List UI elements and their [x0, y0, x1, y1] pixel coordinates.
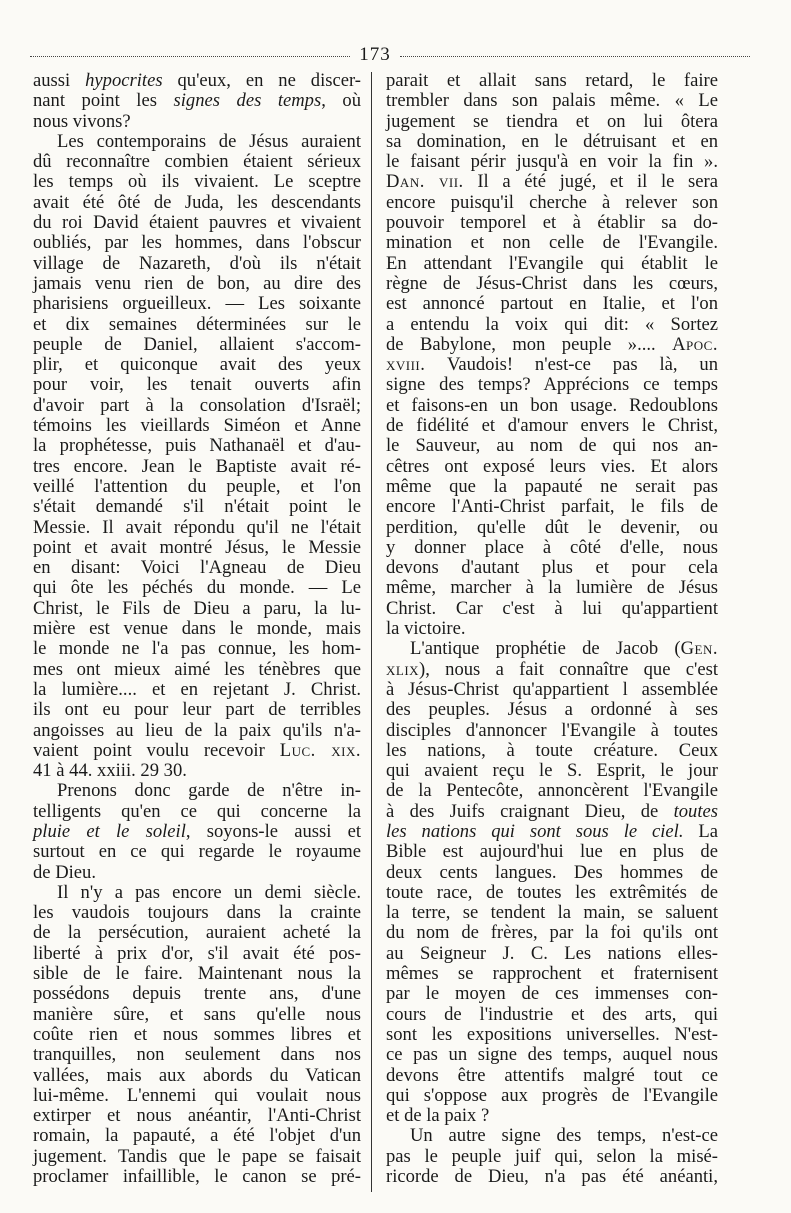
- text-line: [33, 1106, 361, 1126]
- text-segment: lui-même. L'ennemi qui voulait nous: [33, 1084, 361, 1106]
- text-segment: toutes: [673, 800, 718, 822]
- text-segment: Il a été jugé, et il le sera: [463, 171, 718, 193]
- text-line: [386, 172, 718, 192]
- text-segment: mination et non celle de l'Evangile.: [386, 232, 718, 254]
- text-line: [386, 375, 718, 395]
- header-rule-left: [30, 56, 350, 57]
- text-segment: disciples d'annoncer l'Evangile à toutes: [386, 719, 718, 741]
- text-segment: Christ. Car c'est à lui qu'appartient: [386, 597, 718, 619]
- text-line: [386, 619, 718, 639]
- text-segment: Vaudois! n'est-ce pas là, un: [425, 354, 718, 376]
- text-segment: y donner place à côté d'elle, nous: [386, 536, 718, 558]
- text-line: [33, 91, 361, 111]
- text-segment: avait été ôté de Juda, les descendants: [33, 191, 361, 213]
- text-segment: , où: [321, 90, 361, 112]
- text-segment: du roi David étaient pauvres et vivaient: [33, 212, 361, 234]
- text-segment: hypocrites: [85, 70, 163, 91]
- text-segment: et de la paix ?: [386, 1105, 490, 1127]
- text-line: [33, 822, 361, 842]
- text-line: [386, 558, 718, 578]
- text-line: [33, 335, 361, 355]
- text-line: [33, 396, 361, 416]
- text-line: [33, 254, 361, 274]
- text-line: [33, 436, 361, 456]
- right-text-column: [386, 71, 718, 1187]
- text-segment: vaient point voulu recevoir: [33, 739, 280, 761]
- text-line: [386, 863, 718, 883]
- text-line: [33, 883, 361, 903]
- text-segment: proclamer infaillible, le canon se pré-: [33, 1166, 361, 1188]
- text-segment: cours de l'industrie et des arts, qui: [386, 1003, 718, 1025]
- text-line: [386, 1106, 718, 1126]
- text-line: [386, 660, 718, 680]
- text-line: [386, 1086, 718, 1106]
- text-segment: En attendant l'Evangile qui établit le: [386, 252, 718, 274]
- text-segment: cêtres ont exposé leurs vies. Et alors: [386, 455, 718, 477]
- text-segment: sont les expositions universelles. N'est-: [386, 1023, 718, 1045]
- text-line: [386, 761, 718, 781]
- text-line: [33, 639, 361, 659]
- text-line: [386, 1025, 718, 1045]
- text-line: [33, 863, 361, 883]
- text-segment: le faisant périr jusqu'à en voir la fin ».: [386, 151, 718, 173]
- text-line: [33, 355, 361, 375]
- text-line: [386, 152, 718, 172]
- text-line: [33, 944, 361, 964]
- text-line: [386, 193, 718, 213]
- text-segment: pour voir, les tenait ouverts afin: [33, 374, 361, 396]
- text-segment: plir, et quiconque avait des yeux: [33, 354, 361, 376]
- text-line: [386, 1005, 718, 1025]
- text-line: [386, 213, 718, 233]
- text-line: [33, 802, 361, 822]
- text-line: [386, 599, 718, 619]
- text-line: [33, 132, 361, 152]
- text-segment: Prenons donc garde de n'être in-: [57, 780, 361, 802]
- text-segment: manière sûre, et sans qu'elle nous: [33, 1003, 361, 1025]
- text-line: [33, 619, 361, 639]
- text-segment: par le moyen de ces immenses con-: [386, 983, 718, 1005]
- text-line: [33, 233, 361, 253]
- text-line: [386, 355, 718, 375]
- text-segment: peuple de Daniel, allaient s'accom-: [33, 333, 361, 355]
- text-line: [386, 984, 718, 1004]
- text-segment: à des Juifs craignant Dieu, de: [386, 800, 674, 822]
- text-line: [33, 315, 361, 335]
- header-rule-right: [400, 56, 750, 57]
- text-segment: qui avaient reçu le S. Esprit, le jour: [386, 760, 718, 782]
- text-segment: trembler dans son palais même. « Le: [386, 90, 718, 112]
- text-segment: devons d'autant plus et pour cela: [386, 557, 718, 579]
- text-line: [33, 1126, 361, 1146]
- text-line: [33, 842, 361, 862]
- text-line: [386, 294, 718, 314]
- text-segment: la lumière.... et en rejetant J. Christ.: [33, 678, 361, 700]
- text-segment: veillé l'attention du peuple, et l'on: [33, 475, 361, 497]
- text-segment: Il n'y a pas encore un demi siècle.: [57, 881, 361, 903]
- text-line: [33, 294, 361, 314]
- text-segment: Gen.: [680, 638, 718, 660]
- text-line: [386, 436, 718, 456]
- text-segment: point et avait montré Jésus, le Messie: [33, 536, 361, 558]
- text-line: [33, 1025, 361, 1045]
- text-segment: mêmes se rapprochent et fraternisent: [386, 963, 718, 985]
- text-segment: les nations, à toute créature. Ceux: [386, 739, 718, 761]
- text-segment: perdition, qu'elle dût le devenir, ou: [386, 516, 718, 538]
- text-line: [33, 558, 361, 578]
- text-segment: jugement se tiendra et on lui ôtera: [386, 110, 718, 132]
- text-line: [33, 761, 361, 781]
- text-line: [33, 741, 361, 761]
- text-line: [386, 700, 718, 720]
- text-line: [386, 538, 718, 558]
- running-header: [0, 44, 791, 68]
- text-line: [386, 1167, 718, 1187]
- text-line: [33, 700, 361, 720]
- text-segment: possédons depuis trente ans, d'une: [33, 983, 361, 1005]
- text-segment: en disant: Voici l'Agneau de Dieu: [33, 557, 361, 579]
- text-line: [386, 923, 718, 943]
- text-line: [386, 1045, 718, 1065]
- text-segment: de Babylone, mon peuple »....: [386, 333, 673, 355]
- text-line: [33, 923, 361, 943]
- text-line: [386, 233, 718, 253]
- text-line: [386, 903, 718, 923]
- text-segment: vallées, mais aux abords du Vatican: [33, 1064, 361, 1086]
- text-segment: Bible est aujourd'hui lue en plus de: [386, 841, 718, 863]
- text-line: [33, 172, 361, 192]
- text-segment: les temps où ils vivaient. Le sceptre: [33, 171, 361, 193]
- text-line: [386, 721, 718, 741]
- text-segment: romain, la papauté, a été l'objet d'un: [33, 1125, 361, 1147]
- text-line: [386, 335, 718, 355]
- text-line: [33, 375, 361, 395]
- text-line: [33, 71, 361, 91]
- text-line: [33, 660, 361, 680]
- text-segment: les vaudois toujours dans la crainte: [33, 902, 361, 924]
- text-segment: au Seigneur J. C. Les nations elles-: [386, 942, 718, 964]
- text-segment: pouvoir temporel et à établir sa do-: [386, 212, 718, 234]
- text-segment: et faisons-en un bon usage. Redoublons: [386, 394, 718, 416]
- text-segment: encore puisqu'il cherche à relever son: [386, 191, 718, 213]
- text-segment: pluie et le soleil: [33, 820, 186, 842]
- text-segment: Apoc.: [672, 333, 718, 355]
- text-segment: extirper et nous anéantir, l'Anti-Christ: [33, 1105, 361, 1127]
- text-segment: ricorde de Dieu, n'a pas été anéanti,: [386, 1166, 718, 1188]
- text-segment: de la persécution, auraient acheté la: [33, 922, 361, 944]
- text-segment: nous vivons?: [33, 110, 131, 132]
- text-segment: 41 à 44. xxiii. 29 30.: [33, 760, 187, 782]
- text-segment: Un autre signe des temps, n'est-ce: [410, 1125, 718, 1147]
- text-segment: signes des temps: [173, 90, 322, 112]
- text-segment: sible de le faire. Maintenant nous la: [33, 963, 361, 985]
- text-segment: dû reconnaître combien étaient sérieux: [33, 151, 361, 173]
- text-line: [33, 477, 361, 497]
- text-line: [33, 1167, 361, 1187]
- text-segment: jamais venu rien de bon, au dire des: [33, 272, 361, 294]
- text-segment: à Jésus-Christ qu'appartient l assemblée: [386, 678, 718, 700]
- text-line: [33, 416, 361, 436]
- text-line: [386, 964, 718, 984]
- text-segment: pharisiens orgueilleux. — Les soixante: [33, 293, 361, 315]
- text-segment: parait et allait sans retard, le faire: [386, 70, 718, 91]
- text-line: [33, 599, 361, 619]
- text-segment: a entendu la voix qui dit: « Sortez: [386, 313, 718, 335]
- text-segment: nant point les: [33, 90, 174, 112]
- text-line: [33, 984, 361, 1004]
- text-segment: xviii.: [386, 354, 426, 376]
- text-segment: des peuples. Jésus a ordonné à ses: [386, 699, 718, 721]
- text-segment: s'était demandé s'il n'était point le: [33, 496, 361, 518]
- text-segment: liberté à prix d'or, s'il avait été pos-: [33, 942, 361, 964]
- text-line: [386, 822, 718, 842]
- text-segment: Luc. xix.: [279, 739, 361, 761]
- text-segment: est annoncé partout en Italie, et l'on: [386, 293, 718, 315]
- text-line: [386, 396, 718, 416]
- text-line: [33, 518, 361, 538]
- text-line: [386, 112, 718, 132]
- text-segment: signe des temps? Apprécions ce temps: [386, 374, 718, 396]
- text-segment: angoisses au lieu de la paix qu'ils n'a-: [33, 719, 361, 741]
- left-text-column: [33, 71, 361, 1187]
- text-segment: surtout en ce qui regarde le royaume: [33, 841, 361, 863]
- text-segment: Dan. vii.: [386, 171, 464, 193]
- text-segment: même que la papauté ne serait pas: [386, 475, 718, 497]
- text-line: [386, 781, 718, 801]
- text-line: [386, 497, 718, 517]
- text-line: [386, 680, 718, 700]
- text-line: [386, 518, 718, 538]
- text-line: [33, 457, 361, 477]
- text-segment: Christ, le Fils de Dieu a paru, la lu-: [33, 597, 361, 619]
- text-segment: règne de Jésus-Christ dans les cœurs,: [386, 272, 718, 294]
- text-line: [386, 91, 718, 111]
- text-segment: pas le peuple juif qui, selon la misé-: [386, 1145, 718, 1167]
- text-line: [33, 721, 361, 741]
- text-segment: et dix semaines déterminées sur le: [33, 313, 361, 335]
- text-line: [33, 1005, 361, 1025]
- text-line: [33, 578, 361, 598]
- text-line: [386, 315, 718, 335]
- text-segment: la prophétesse, puis Nathanaël et d'au-: [33, 435, 361, 457]
- text-line: [386, 578, 718, 598]
- text-segment: la victoire.: [386, 618, 466, 640]
- text-line: [33, 1066, 361, 1086]
- text-line: [33, 1147, 361, 1167]
- text-segment: le Sauveur, au nom de qui nos an-: [386, 435, 718, 457]
- text-segment: coûte rien et nous sommes libres et: [33, 1023, 361, 1045]
- text-segment: telligents qu'en ce qui concerne la: [33, 800, 361, 822]
- text-segment: de Dieu.: [33, 861, 96, 883]
- text-line: [33, 1086, 361, 1106]
- text-line: [386, 477, 718, 497]
- text-segment: tres encore. Jean le Baptiste avait ré-: [33, 455, 361, 477]
- text-segment: ils ont eu pour leur part de terribles: [33, 699, 361, 721]
- text-line: [386, 132, 718, 152]
- text-segment: ce pas un signe des temps, auquel nous: [386, 1044, 718, 1066]
- text-segment: encore l'Anti-Christ parfait, le fils de: [386, 496, 718, 518]
- text-segment: le monde ne l'a pas connue, les hom-: [33, 638, 361, 660]
- text-line: [33, 112, 361, 132]
- text-segment: mière est venue dans le monde, mais: [33, 618, 361, 640]
- text-line: [33, 680, 361, 700]
- text-line: [33, 781, 361, 801]
- text-line: [33, 213, 361, 233]
- text-segment: qui s'oppose aux progrès de l'Evangile: [386, 1084, 718, 1106]
- column-divider: [371, 72, 372, 1192]
- text-segment: Messie. Il avait répondu qu'il ne l'était: [33, 516, 361, 538]
- text-line: [386, 416, 718, 436]
- text-segment: La: [683, 820, 719, 842]
- text-line: [386, 842, 718, 862]
- text-line: [386, 1147, 718, 1167]
- text-segment: les nations qui sont sous le ciel.: [386, 820, 684, 842]
- text-line: [33, 538, 361, 558]
- text-segment: de fidélité et d'amour envers le Christ,: [386, 415, 718, 437]
- text-line: [33, 497, 361, 517]
- text-segment: , soyons-le aussi et: [185, 820, 361, 842]
- text-line: [33, 1045, 361, 1065]
- text-line: [33, 274, 361, 294]
- text-segment: deux cents langues. Des hommes de: [386, 861, 718, 883]
- text-line: [386, 71, 718, 91]
- text-line: [386, 741, 718, 761]
- text-line: [386, 1126, 718, 1146]
- text-segment: Les contemporains de Jésus auraient: [57, 130, 361, 152]
- text-segment: jugement. Tandis que le pape se faisait: [33, 1145, 361, 1167]
- text-line: [386, 254, 718, 274]
- text-line: [386, 802, 718, 822]
- text-segment: xlix: [386, 658, 420, 680]
- text-segment: d'avoir part à la consolation d'Israël;: [33, 394, 361, 416]
- text-line: [386, 1066, 718, 1086]
- text-segment: qui ôte les péchés du monde. — Le: [33, 577, 361, 599]
- page-number: 173: [359, 44, 391, 65]
- text-line: [33, 193, 361, 213]
- text-segment: mes ont mieux aimé les ténèbres que: [33, 658, 361, 680]
- text-line: [386, 883, 718, 903]
- text-line: [386, 457, 718, 477]
- text-segment: aussi: [33, 70, 86, 91]
- text-segment: oubliés, par les hommes, dans l'obscur: [33, 232, 361, 254]
- text-segment: la terre, se tendent la main, se saluent: [386, 902, 718, 924]
- text-segment: témoins les vieillards Siméon et Anne: [33, 415, 361, 437]
- text-segment: de la Pentecôte, annoncèrent l'Evangile: [386, 780, 718, 802]
- text-line: [33, 152, 361, 172]
- text-line: [33, 964, 361, 984]
- text-segment: village de Nazareth, d'où ils n'était: [33, 252, 361, 274]
- text-line: [386, 944, 718, 964]
- text-line: [33, 903, 361, 923]
- text-segment: ), nous a fait connaître que c'est: [419, 658, 718, 680]
- text-line: [386, 274, 718, 294]
- text-segment: toute race, de toutes les extrêmités de: [386, 881, 718, 903]
- text-segment: tranquilles, non seulement dans nos: [33, 1044, 361, 1066]
- text-segment: L'antique prophétie de Jacob (: [410, 638, 681, 660]
- text-segment: du nom de frères, par la foi qu'ils ont: [386, 922, 718, 944]
- text-line: [386, 639, 718, 659]
- text-segment: même, marcher à la lumière de Jésus: [386, 577, 718, 599]
- text-segment: devons être attentifs malgré tout ce: [386, 1064, 718, 1086]
- text-segment: qu'eux, en ne discer-: [162, 70, 361, 91]
- text-segment: sa domination, en le détruisant et en: [386, 130, 718, 152]
